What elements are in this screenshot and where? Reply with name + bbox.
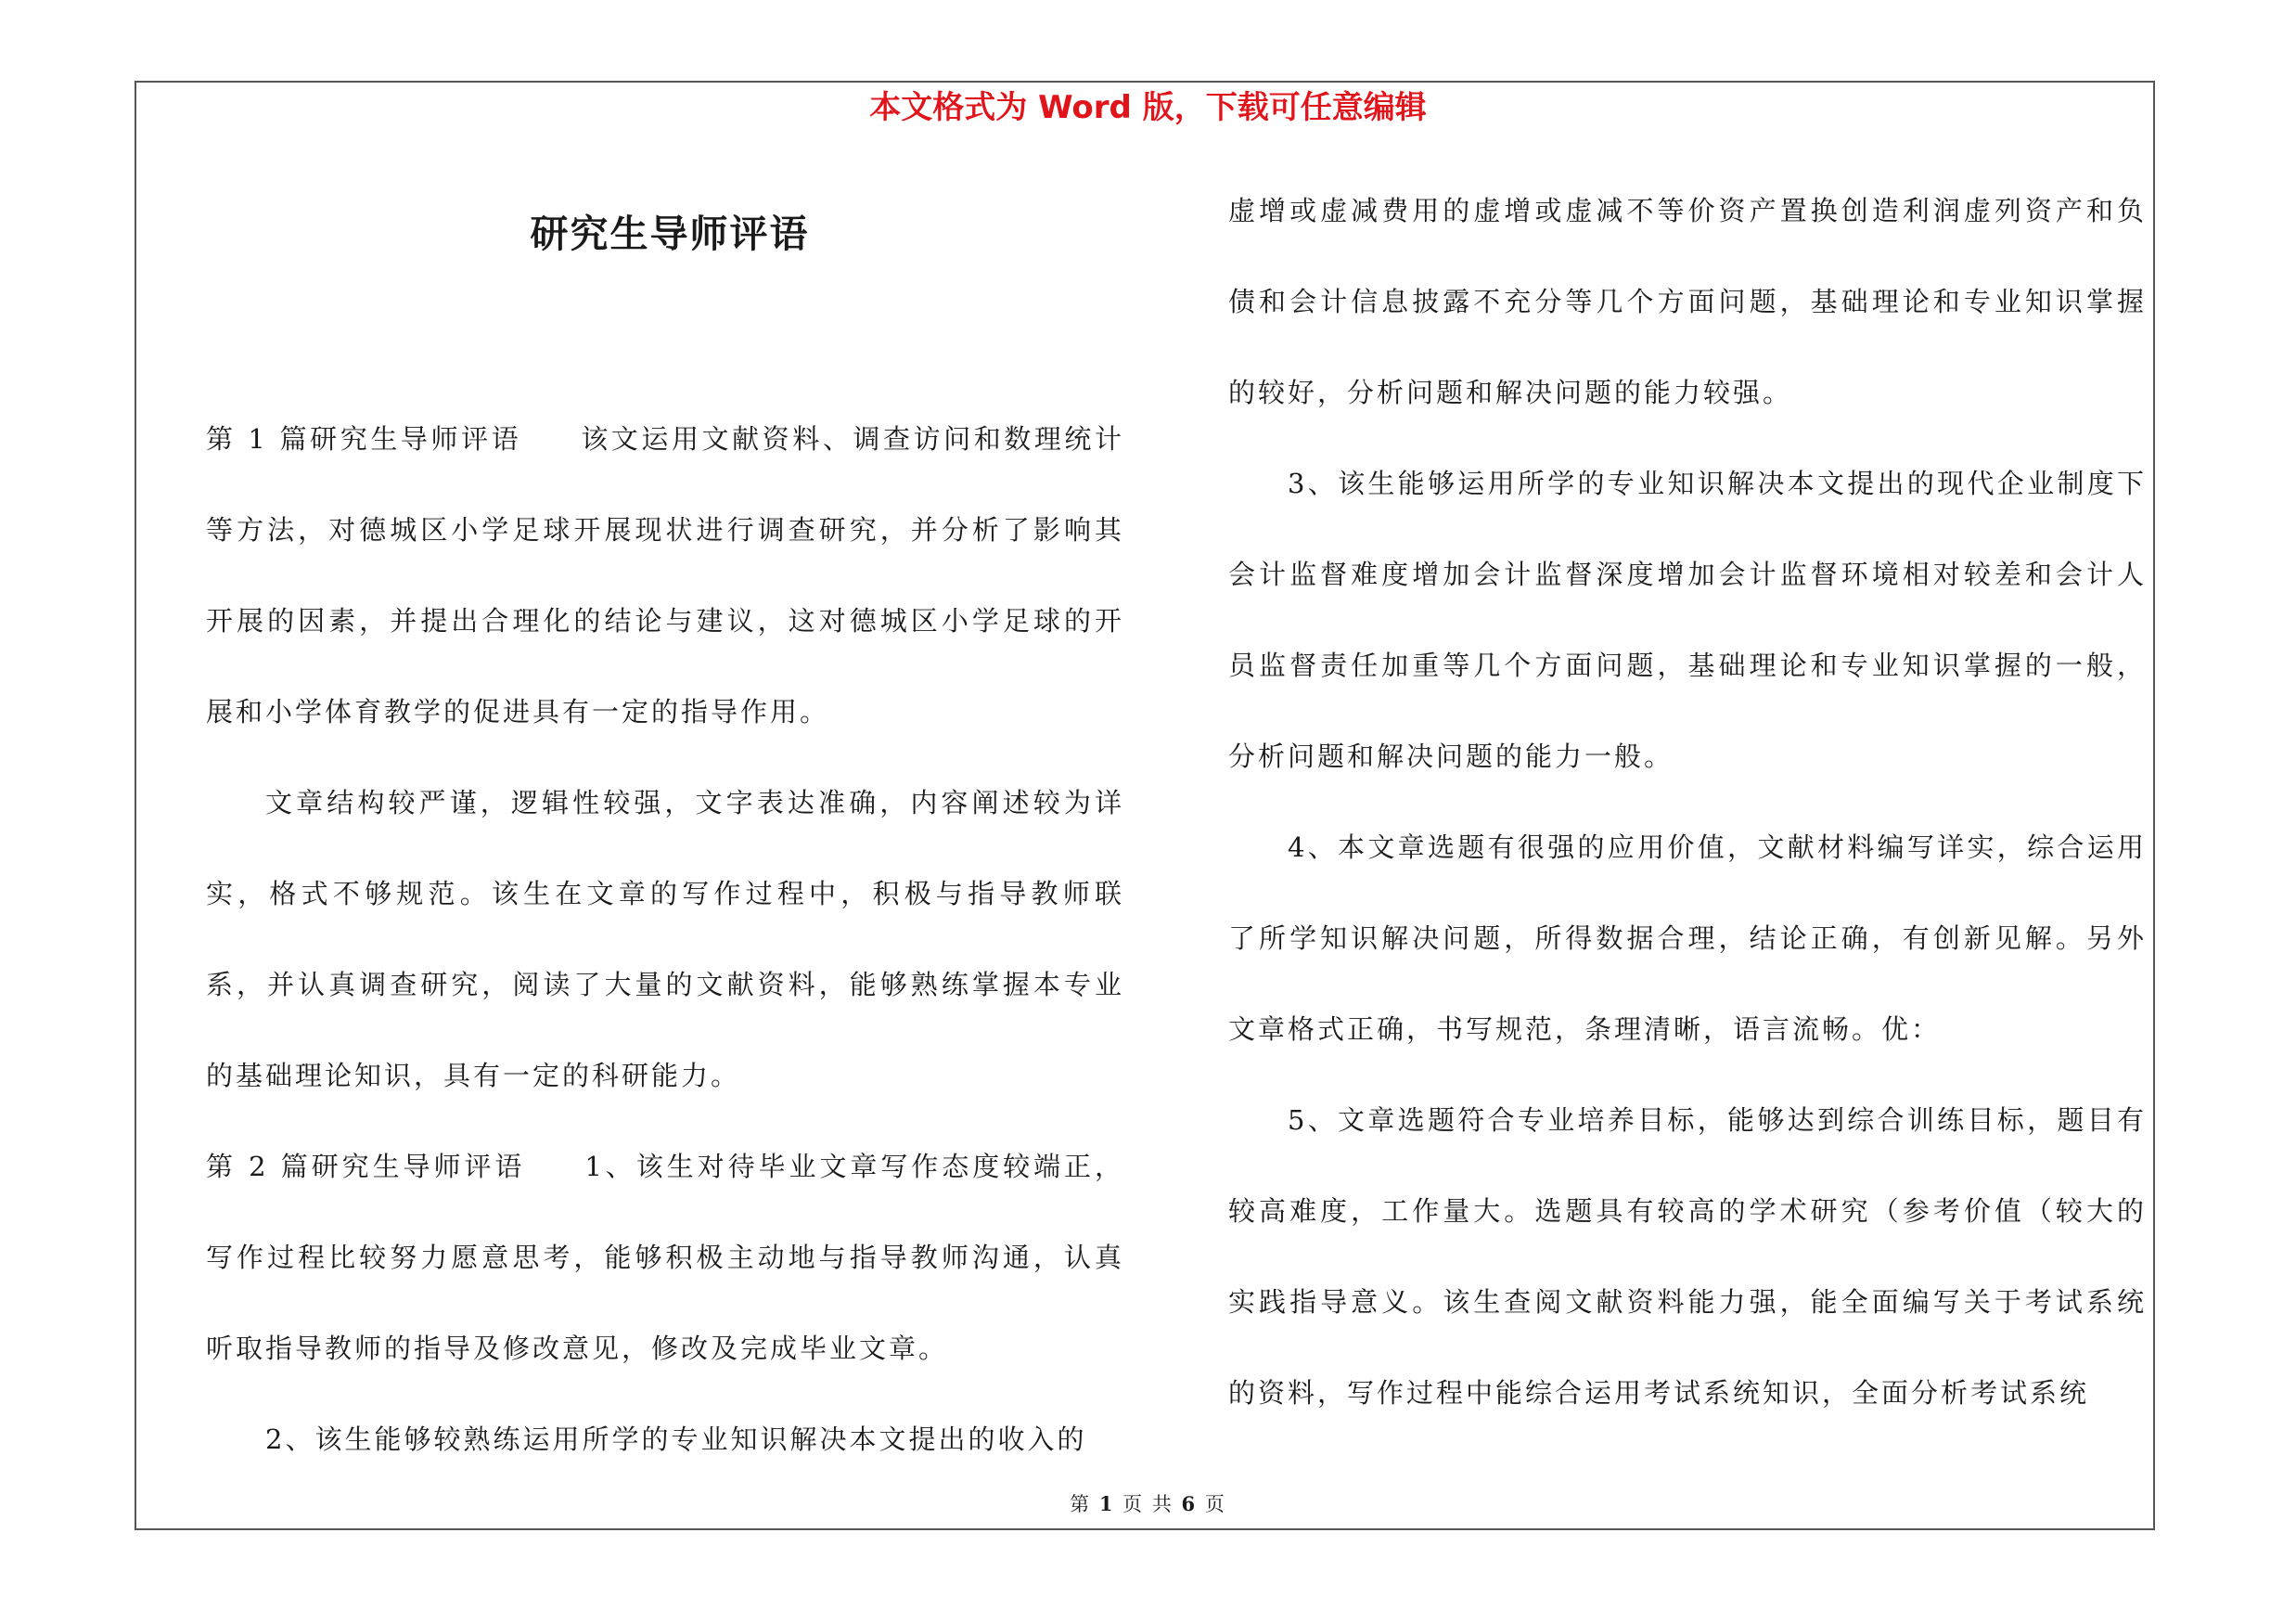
footer-prefix: 第 — [1070, 1493, 1092, 1515]
paragraph-1 — [206, 393, 1124, 757]
paragraph-2: 文章结构较严谨，逻辑性较强，文字表达准确，内容阐述较为详实，格式不够规范。该生在文章的写作过程中，积极与指导教师联系，并认真调查研究，阅读了大量的文献资料，能够熟练掌握本专业的基础理论知识，具有一定的科研能力。 — [206, 787, 1124, 1091]
paragraph-1-body: 该文运用文献资料、调查访问和数理统计等方法，对德城区小学足球开展现状进行调查研究，并分析了影响其开展的因素，并提出合理化的结论与建议，这对德城区小学足球的开展和小学体育教学的促进具有一定的指导作用。 — [206, 423, 1124, 728]
paragraph-3 — [206, 1121, 1124, 1394]
page-footer — [0, 1491, 2296, 1517]
format-banner-text: 本文格式为 Word 版，下载可任意编辑 — [869, 89, 1427, 126]
paragraph-4: 2、该生能够较熟练运用所学的专业知识解决本文提出的收入的 — [265, 1423, 1087, 1455]
document-title: 研究生导师评语 — [530, 212, 810, 256]
paragraph-8: 5、文章选题符合专业培养目标，能够达到综合训练目标，题目有较高难度，工作量大。选题具有较高的学术研究（参考价值（较大的实践指导意义。该生查阅文献资料能力强，能全面编写关于考试系统的资料，写作过程中能综合运用考试系统知识，全面分析考试系统 — [1228, 1104, 2147, 1409]
footer-total-pages: 6 — [1181, 1492, 1198, 1515]
paragraph-6: 3、该生能够运用所学的专业知识解决本文提出的现代企业制度下会计监督难度增加会计监督深度增加会计监督环境相对较差和会计人员监督责任加重等几个方面问题，基础理论和专业知识掌握的一般，分析问题和解决问题的能力一般。 — [1228, 468, 2147, 772]
paragraph-7: 4、本文章选题有很强的应用价值，文献材料编写详实，综合运用了所学知识解决问题，所得数据合理，结论正确，有创新见解。另外文章格式正确，书写规范，条理清晰，语言流畅。优： — [1228, 831, 2147, 1045]
paragraph-5: 虚增或虚减费用的虚增或虚减不等价资产置换创造利润虚列资产和负债和会计信息披露不充分等几个方面问题，基础理论和专业知识掌握的较好，分析问题和解决问题的能力较强。 — [1228, 195, 2147, 408]
section-2-heading: 第 2 篇研究生导师评语 — [206, 1151, 526, 1182]
paragraph-3-body: 1、该生对待毕业文章写作态度较端正，写作过程比较努力愿意思考，能够积极主动地与指导教师沟通，认真听取指导教师的指导及修改意见，修改及完成毕业文章。 — [206, 1151, 1125, 1364]
footer-current-page: 1 — [1098, 1492, 1115, 1515]
right-column — [1228, 165, 2147, 1438]
format-banner — [0, 87, 2296, 128]
left-column — [206, 393, 1124, 1485]
footer-suffix: 页 — [1204, 1493, 1226, 1515]
footer-middle: 页 共 — [1122, 1493, 1174, 1515]
section-1-heading: 第 1 篇研究生导师评语 — [206, 423, 522, 455]
